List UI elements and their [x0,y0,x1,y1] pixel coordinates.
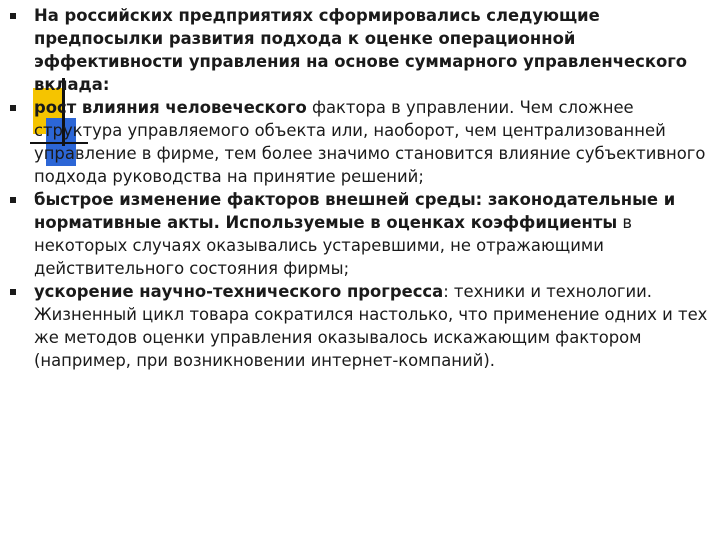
bullet-bold-text: рост влияния человеческого [34,98,307,117]
bullet-bold-text: На российских предприятиях сформировались следующие предпосылки развития подхода к оценке операционной эффективности управления на основе суммарного управленческого вклада: [34,6,688,94]
bullet-text: в некоторых случаях оказывались устаревшими, не отражающими действительного состояния фирмы; [34,213,633,278]
square-bullet-icon [10,197,16,203]
bullet-list [10,4,712,372]
bullet-bold-text: ускорение научно-технического прогресса [34,282,444,301]
bullet-item-4 [10,280,712,372]
square-bullet-icon [10,289,16,295]
bullet-text: : техники и технологии. Жизненный цикл товара сократился настолько, что применение одних и тех же методов оценки управления оказывалось искажающим фактором (например, при возникновении интернет-компаний). [34,282,708,370]
square-bullet-icon [10,105,16,111]
bullet-bold-text: быстрое изменение факторов внешней среды: законодательные и нормативные акты. Используемые в оценках коэффициенты [34,190,676,232]
bullet-text: фактора в управлении. Чем сложнее структура управляемого объекта или, наоборот, чем централизованней управление в фирме, тем более значимо становится влияние субъективного подхода руководства на принятие решений; [34,98,706,186]
bullet-item-2 [10,96,712,188]
bullet-item-1 [10,4,712,96]
square-bullet-icon [10,13,16,19]
bullet-item-3 [10,188,712,280]
